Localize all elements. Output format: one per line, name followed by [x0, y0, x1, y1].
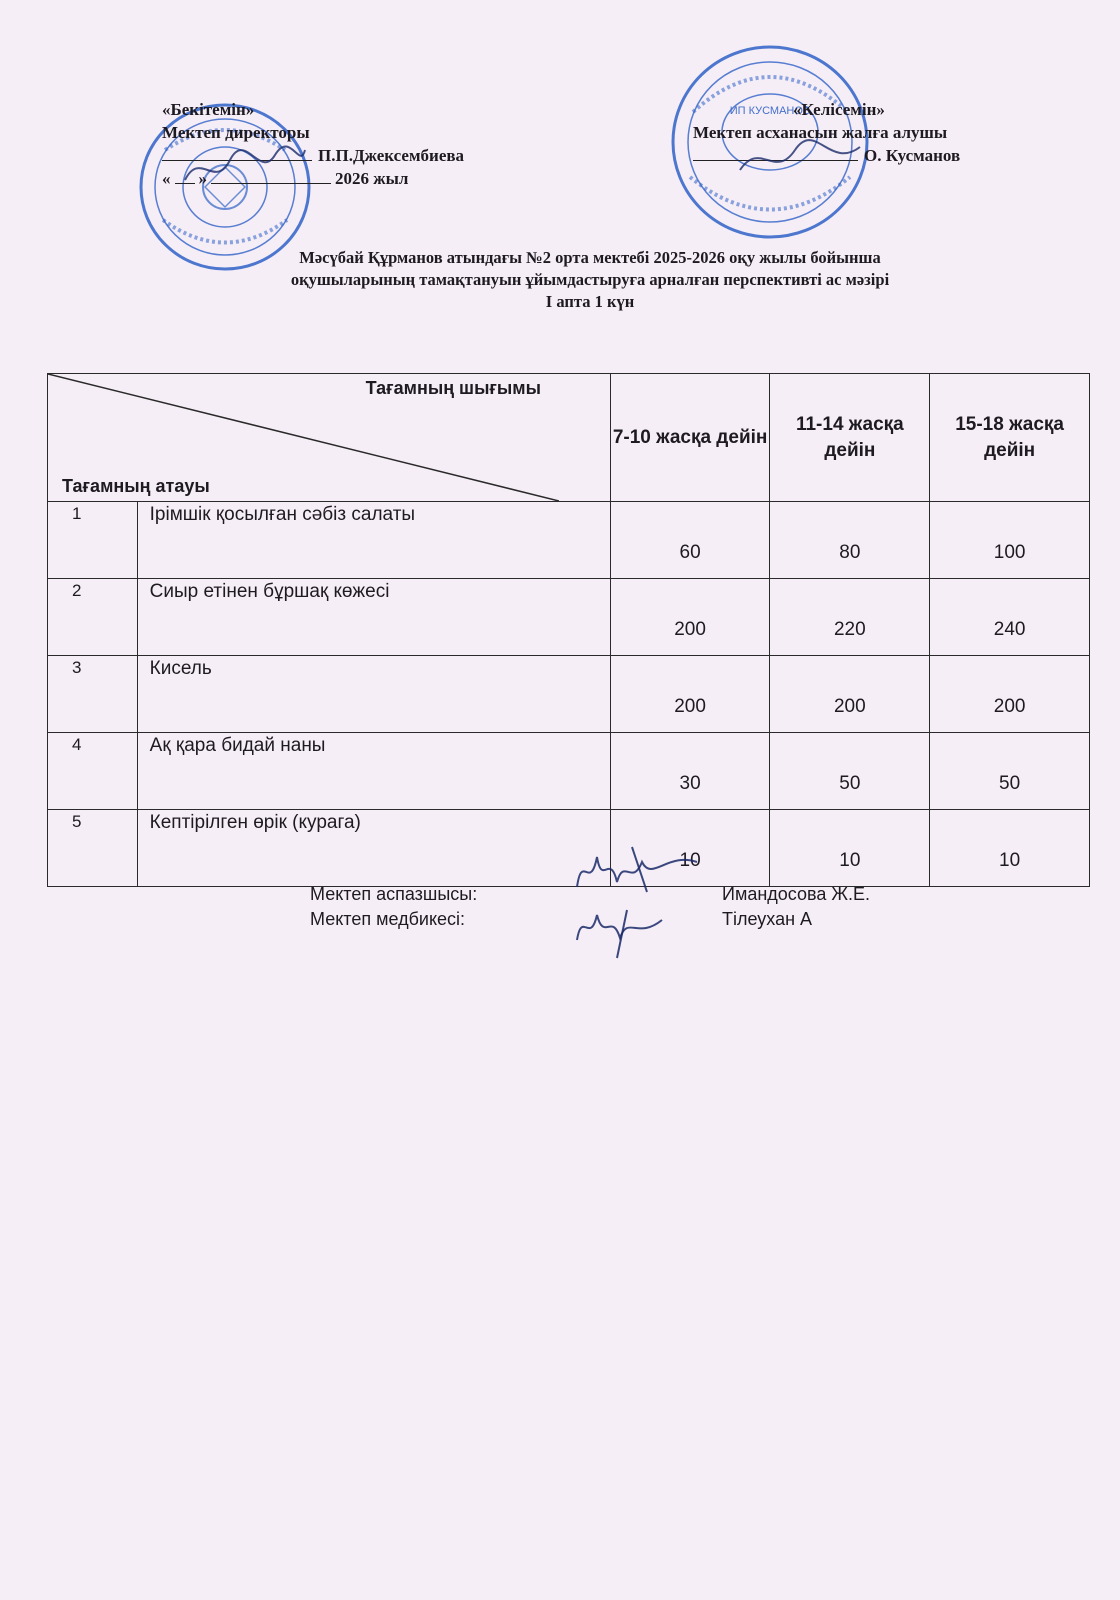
title-line-1: Мәсүбай Құрманов атындағы №2 орта мектебі 2025-2026 оқу жылы бойынша — [299, 248, 881, 267]
portion-value: 100 — [930, 502, 1090, 579]
portion-value: 10 — [770, 810, 930, 887]
dish-name: Кисель — [137, 656, 610, 733]
nurse-name: Тілеухан А — [722, 909, 813, 929]
title-line-3: I апта 1 күн — [545, 292, 635, 311]
portion-value: 80 — [770, 502, 930, 579]
row-number: 2 — [48, 579, 138, 656]
date-quote-close: » — [198, 169, 207, 188]
nurse-role: Мектеп медбикесі: — [310, 909, 466, 929]
approval-left-position: Мектеп директоры — [162, 123, 310, 142]
cook-name: Имандосова Ж.Е. — [722, 884, 870, 904]
portion-value: 200 — [610, 579, 770, 656]
director-signature — [180, 140, 310, 200]
column-header-age-2: 11-14 жасқа дейін — [770, 374, 930, 502]
dish-name: Сиыр етінен бұршақ көжесі — [137, 579, 610, 656]
row-number: 1 — [48, 502, 138, 579]
portion-value: 10 — [930, 810, 1090, 887]
svg-text:ИП КУСМАНОВ: ИП КУСМАНОВ — [729, 105, 811, 117]
portion-value: 220 — [770, 579, 930, 656]
portion-value: 50 — [770, 733, 930, 810]
row-number: 3 — [48, 656, 138, 733]
portion-value: 200 — [930, 656, 1090, 733]
header-yield: Тағамның шығымы — [365, 378, 541, 398]
table-row — [48, 656, 1090, 733]
row-number: 4 — [48, 733, 138, 810]
approval-left-heading: «Бекітемін» — [162, 100, 255, 119]
portion-value: 10 — [610, 810, 770, 887]
diagonal-header-cell — [48, 374, 611, 502]
table-row — [48, 810, 1090, 887]
column-header-age-1: 7-10 жасқа дейін — [610, 374, 770, 502]
portion-value: 50 — [930, 733, 1090, 810]
portion-value: 30 — [610, 733, 770, 810]
portion-value: 60 — [610, 502, 770, 579]
portion-value: 200 — [610, 656, 770, 733]
header-dish-name: Тағамның атауы — [62, 476, 210, 496]
approval-left-year: 2026 жыл — [335, 169, 409, 188]
menu-table — [47, 373, 1090, 887]
approval-right-position: Мектеп асханасын жалға алушы — [693, 123, 948, 142]
nurse-signature — [572, 900, 672, 960]
table-row — [48, 579, 1090, 656]
table-header-row — [48, 374, 1090, 502]
dish-name: Кептірілген өрік (курага) — [137, 810, 610, 887]
row-number: 5 — [48, 810, 138, 887]
table-row — [48, 502, 1090, 579]
document-title — [150, 247, 1030, 313]
approval-right-name: О. Кусманов — [864, 146, 961, 165]
portion-value: 200 — [770, 656, 930, 733]
tenant-signature — [735, 135, 865, 185]
table-row — [48, 733, 1090, 810]
approval-left-name: П.П.Джексембиева — [318, 146, 465, 165]
title-line-2: оқушыларының тамақтануын ұйымдастыруға арналған перспективті ас мәзірі — [290, 270, 890, 289]
dish-name: Ақ қара бидай наны — [137, 733, 610, 810]
date-quote-open: « — [162, 169, 171, 188]
approval-right-heading: «Келісемін» — [793, 100, 885, 119]
portion-value: 240 — [930, 579, 1090, 656]
cook-signature — [572, 842, 702, 897]
column-header-age-3: 15-18 жасқа дейін — [930, 374, 1090, 502]
dish-name: Ірімшік қосылған сәбіз салаты — [137, 502, 610, 579]
cook-role: Мектеп аспазшысы: — [310, 884, 478, 904]
